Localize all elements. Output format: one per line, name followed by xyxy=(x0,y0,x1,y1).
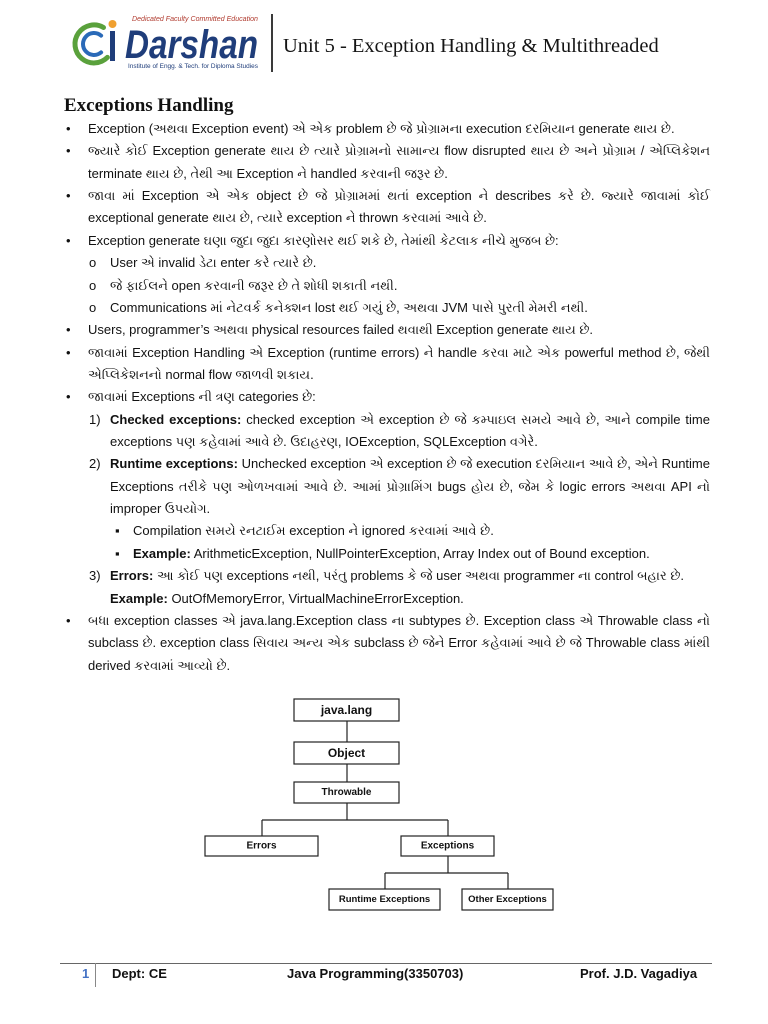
darshan-logo-icon xyxy=(75,20,117,63)
sub-bullet-item: o Communications માં નેટવર્ક કનેક્શન lost થઈ ગયું છે, અથવા JVM પાસે પુરતી મેમરી નથી. xyxy=(64,297,710,319)
footer-course: Java Programming(3350703) xyxy=(287,966,464,981)
bullet-item: • Exception generate ઘણા જુદા જુદા કારણોસર થઈ શકે છે, તેમાંથી કેટલાક નીચે મુજબ છે: xyxy=(64,230,710,252)
node-java-lang xyxy=(294,699,399,721)
node-throwable xyxy=(294,782,399,803)
category-number: 2) xyxy=(89,456,101,472)
category-text: Unchecked exception એ exception છે જે execution દરમિયાન આવે છે, એને Runtime Exceptions તરીકે પણ ઓળખવામાં આવે છે. આમાં પ્રોગ્રામિંગ bugs હોય છે, જેમ કે logic errors અથવા API નો improper ઉપયોગ. xyxy=(110,456,710,517)
category-label: Checked exceptions: xyxy=(110,411,242,427)
category-number: 3) xyxy=(89,568,101,584)
header-divider xyxy=(271,14,273,72)
bullet-item: • Exception (અથવા Exception event) એ એક problem છે જે પ્રોગ્રામના execution દરમિયાન generate થાય છે. xyxy=(64,118,710,140)
example-text: OutOfMemoryError, VirtualMachineErrorException. xyxy=(171,590,464,606)
node-errors xyxy=(205,836,318,856)
bullet-item: • જાવામાં Exceptions ની ત્રણ categories છે: xyxy=(64,386,710,408)
category-runtime-exceptions xyxy=(64,453,710,520)
logo-icon-outer-arc xyxy=(75,25,107,63)
node-label: Object xyxy=(327,746,366,760)
node-label: java.lang xyxy=(320,703,373,717)
footer-rule xyxy=(60,963,712,964)
bullet-item: • Users, programmer’s અથવા physical resources failed થવાથી Exception generate થાય છે. xyxy=(64,319,710,341)
footer-dept: Dept: CE xyxy=(112,966,167,981)
node-label: Other Exceptions xyxy=(468,894,547,905)
node-object xyxy=(294,742,399,764)
footer-author: Prof. J.D. Vagadiya xyxy=(580,966,698,981)
square-bullet-item xyxy=(64,543,710,565)
category-label: Errors: xyxy=(110,568,154,584)
node-other-exceptions xyxy=(462,889,553,910)
node-label: Throwable xyxy=(321,787,372,798)
logo-icon-stem xyxy=(110,31,115,61)
darshan-logo xyxy=(64,12,264,74)
errors-example xyxy=(64,588,710,610)
category-errors xyxy=(64,565,710,587)
node-label: Errors xyxy=(246,840,277,852)
sub-bullet-item: o જે ફાઈલને open કરવાની જરૂર છે તે શોધી શકાતી નથી. xyxy=(64,275,710,297)
square-bullet-item xyxy=(64,520,710,542)
unit-title: Unit 5 - Exception Handling & Multithreaded xyxy=(283,35,659,57)
category-number: 1) xyxy=(89,411,101,427)
node-runtime-exceptions xyxy=(329,889,440,910)
logo-subtitle: Institute of Engg. & Tech. for Diploma Studies xyxy=(128,63,259,70)
footer-separator xyxy=(95,963,96,987)
bullet-item: • જાવા માં Exception એ એક object છે જે પ્રોગ્રામમાં થતાં exception ને describes કરે છે. જ્યારે જાવામાં કોઈ exceptional generate થાય છે, ત્યારે exception ને thrown કરવામાં આવે છે. xyxy=(64,185,710,230)
category-text: આ કોઈ પણ exceptions નથી, પરંતુ problems કે જે user અથવા programmer ના control બહાર છે. xyxy=(156,568,684,584)
logo-name: Darshan xyxy=(125,23,258,67)
point-text: ArithmeticException, NullPointerException, Array Index out of Bound exception. xyxy=(193,545,650,561)
bullet-item: • જાવામાં Exception Handling એ Exception (runtime errors) ને handle કરવા માટે એક powerful method છે, જેથી એપ્લિકેશનનો normal flow જાળવી શકાય. xyxy=(64,342,710,387)
sub-bullet-item: o User એ invalid ડેટા enter કરે ત્યારે છે. xyxy=(64,252,710,274)
logo-icon-inner-arc xyxy=(83,33,101,55)
bullet-item: • બધા exception classes એ java.lang.Exception class ના subtypes છે. Exception class એ Throwable class નો subclass છે. exception class સિવાય અન્ય એક subclass છે જેને Error કહેવામાં આવે છે જે Throwable class માંથી derived કરવામાં આવ્યો છે. xyxy=(64,610,710,677)
logo-tagline: Dedicated Faculty Committed Education xyxy=(132,16,259,23)
logo-icon-dot xyxy=(109,20,117,28)
page-number: 1 xyxy=(82,966,90,981)
point-text: Compilation સમયે રનટાઈમ exception ને ignored કરવામાં આવે છે. xyxy=(133,523,494,539)
example-label: Example: xyxy=(110,590,168,606)
category-text: checked exception એ exception છે જે કમ્પાઇલ સમયે આવે છે, આને compile time exceptions પણ કહેવામાં આવે છે. ઉદાહરણ, IOException, SQLException વગેરે. xyxy=(110,411,710,450)
bullet-item: • જ્યારે કોઈ Exception generate થાય છે ત્યારે પ્રોગ્રામનો સામાન્ય flow disrupted થાય છે અને પ્રોગ્રામ / એપ્લિકેશન terminate થાય છે, તેથી આ Exception ને handled કરવાની જરૂર છે. xyxy=(64,140,710,185)
node-label: Runtime Exceptions xyxy=(338,894,431,905)
point-label: Example: xyxy=(133,545,191,561)
section-body xyxy=(64,118,710,677)
category-label: Runtime exceptions: xyxy=(110,456,238,472)
node-exceptions xyxy=(401,836,494,856)
node-label: Exceptions xyxy=(420,840,475,852)
section-heading: Exceptions Handling xyxy=(64,95,234,116)
category-checked-exceptions xyxy=(64,409,710,454)
exception-hierarchy-diagram xyxy=(0,690,768,920)
